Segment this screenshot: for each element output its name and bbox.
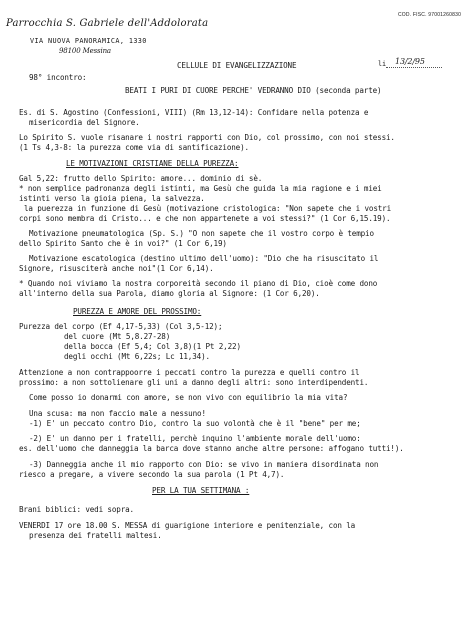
text-line: riesco a pregare, a vivere secondo la sua parola (1 Pt 4,7). <box>19 470 285 479</box>
text-line: Motivazione escatologica (destino ultimo dell'uomo): "Dio che ha risuscitato il <box>29 254 379 263</box>
text-line: all'interno della sua Parola, diamo gloria al Signore: (1 Cor 6,20). <box>19 289 320 298</box>
meeting-number: 98° incontro: <box>29 73 87 82</box>
text-line: (1 Ts 4,3-8: la purezza come via di santificazione). <box>19 143 249 152</box>
text-line: della bocca (Ef 5,4; Col 3,8)(1 Pt 2,22) <box>64 342 241 351</box>
parish-city: 98100 Messina <box>59 47 111 55</box>
text-line: Signore, risusciterà anche noi"(1 Cor 6,14). <box>19 264 214 273</box>
section-heading-motivations: LE MOTIVAZIONI CRISTIANE DELLA PUREZZA: <box>66 159 239 168</box>
text-line: -2) E' un danno per i fratelli, perchè inquino l'ambiente morale dell'uomo: <box>29 434 361 443</box>
text-line: Es. di S. Agostino (Confessioni, VIII) (Rm 13,12-14): Confidare nella potenza e <box>19 108 369 117</box>
text-line: Una scusa: ma non faccio male a nessuno! <box>29 409 206 418</box>
date-prefix: li <box>378 60 386 68</box>
text-line: Attenzione a non contrappoorre i peccati contro la purezza e quelli contro il <box>19 368 360 377</box>
text-line: del cuore (Mt 5,8.27-28) <box>64 332 171 341</box>
text-line: istinti verso la gioia piena, la salvezza. <box>19 194 205 203</box>
text-line: presenza dei fratelli maltesi. <box>29 531 162 540</box>
text-line: corpi sono membra di Cristo... e che non appartenete a voi stessi?" (1 Cor 6,15.19). <box>19 214 391 223</box>
text-line: VENERDI 17 ore 18.00 S. MESSA di guarigione interiore e penitenziale, con la <box>19 521 356 530</box>
text-line: degli occhi (Mt 6,22s; Lc 11,34). <box>64 352 210 361</box>
text-line: dello Spirito Santo che è in voi?" (1 Cor 6,19) <box>19 239 227 248</box>
text-line: la puerezza in funzione di Gesù (motivazione cristologica: "Non sapete che i vostri <box>24 204 392 213</box>
text-line: Come posso io donarmi con amore, se non vivo con equilibrio la mia vita? <box>29 393 348 402</box>
text-line: Motivazione pneumatologica (Sp. S.) "O non sapete che il vostro corpo è tempio <box>29 229 374 238</box>
fiscal-code: COD. FISC. 97001260830 <box>398 12 462 18</box>
section-heading-week: PER LA TUA SETTIMANA : <box>152 486 250 495</box>
text-line: * non semplice padronanza degli istinti, ma Gesù che guida la mia ragione e i miei <box>19 184 382 193</box>
text-line: Purezza del corpo (Ef 4,17-5,33) (Col 3,5-12); <box>19 322 223 331</box>
document-subtitle: BEATI I PURI DI CUORE PERCHE' VEDRANNO DIO (seconda parte) <box>125 86 382 95</box>
text-line: -3) Danneggia anche il mio rapporto con Dio: se vivo in maniera disordinata non <box>29 460 379 469</box>
text-line: Lo Spirito S. vuole risanare i nostri rapporti con Dio, col prossimo, con noi stessi. <box>19 133 395 142</box>
text-line: prossimo: a non sottolienare gli uni a danno degli altri: sono interdipendenti. <box>19 378 369 387</box>
text-line: * Quando noi viviamo la nostra corporeità secondo il piano di Dio, cioè come dono <box>19 279 378 288</box>
text-line: Brani biblici: vedi sopra. <box>19 505 134 514</box>
section-heading-neighbour: PUREZZA E AMORE DEL PROSSIMO: <box>73 307 202 316</box>
text-line: -1) E' un peccato contro Dio, contro la suo volontà che è il "bene" per me; <box>29 419 361 428</box>
text-line: misericordia del Signore. <box>29 118 140 127</box>
meeting-date: 13/2/95 <box>395 57 425 66</box>
parish-name: Parrocchia S. Gabriele dell'Addolorata <box>6 18 209 29</box>
date-dotted-line <box>386 67 442 68</box>
parish-address: VIA NUOVA PANORAMICA, 1330 <box>30 37 147 45</box>
text-line: es. dell'uomo che danneggia la barca dove stanno anche altre persone: affogano tutti!). <box>19 444 404 453</box>
document-title: CELLULE DI EVANGELIZZAZIONE <box>177 61 297 70</box>
text-line: Gal 5,22: frutto dello Spirito: amore... dominio di sè. <box>19 174 263 183</box>
